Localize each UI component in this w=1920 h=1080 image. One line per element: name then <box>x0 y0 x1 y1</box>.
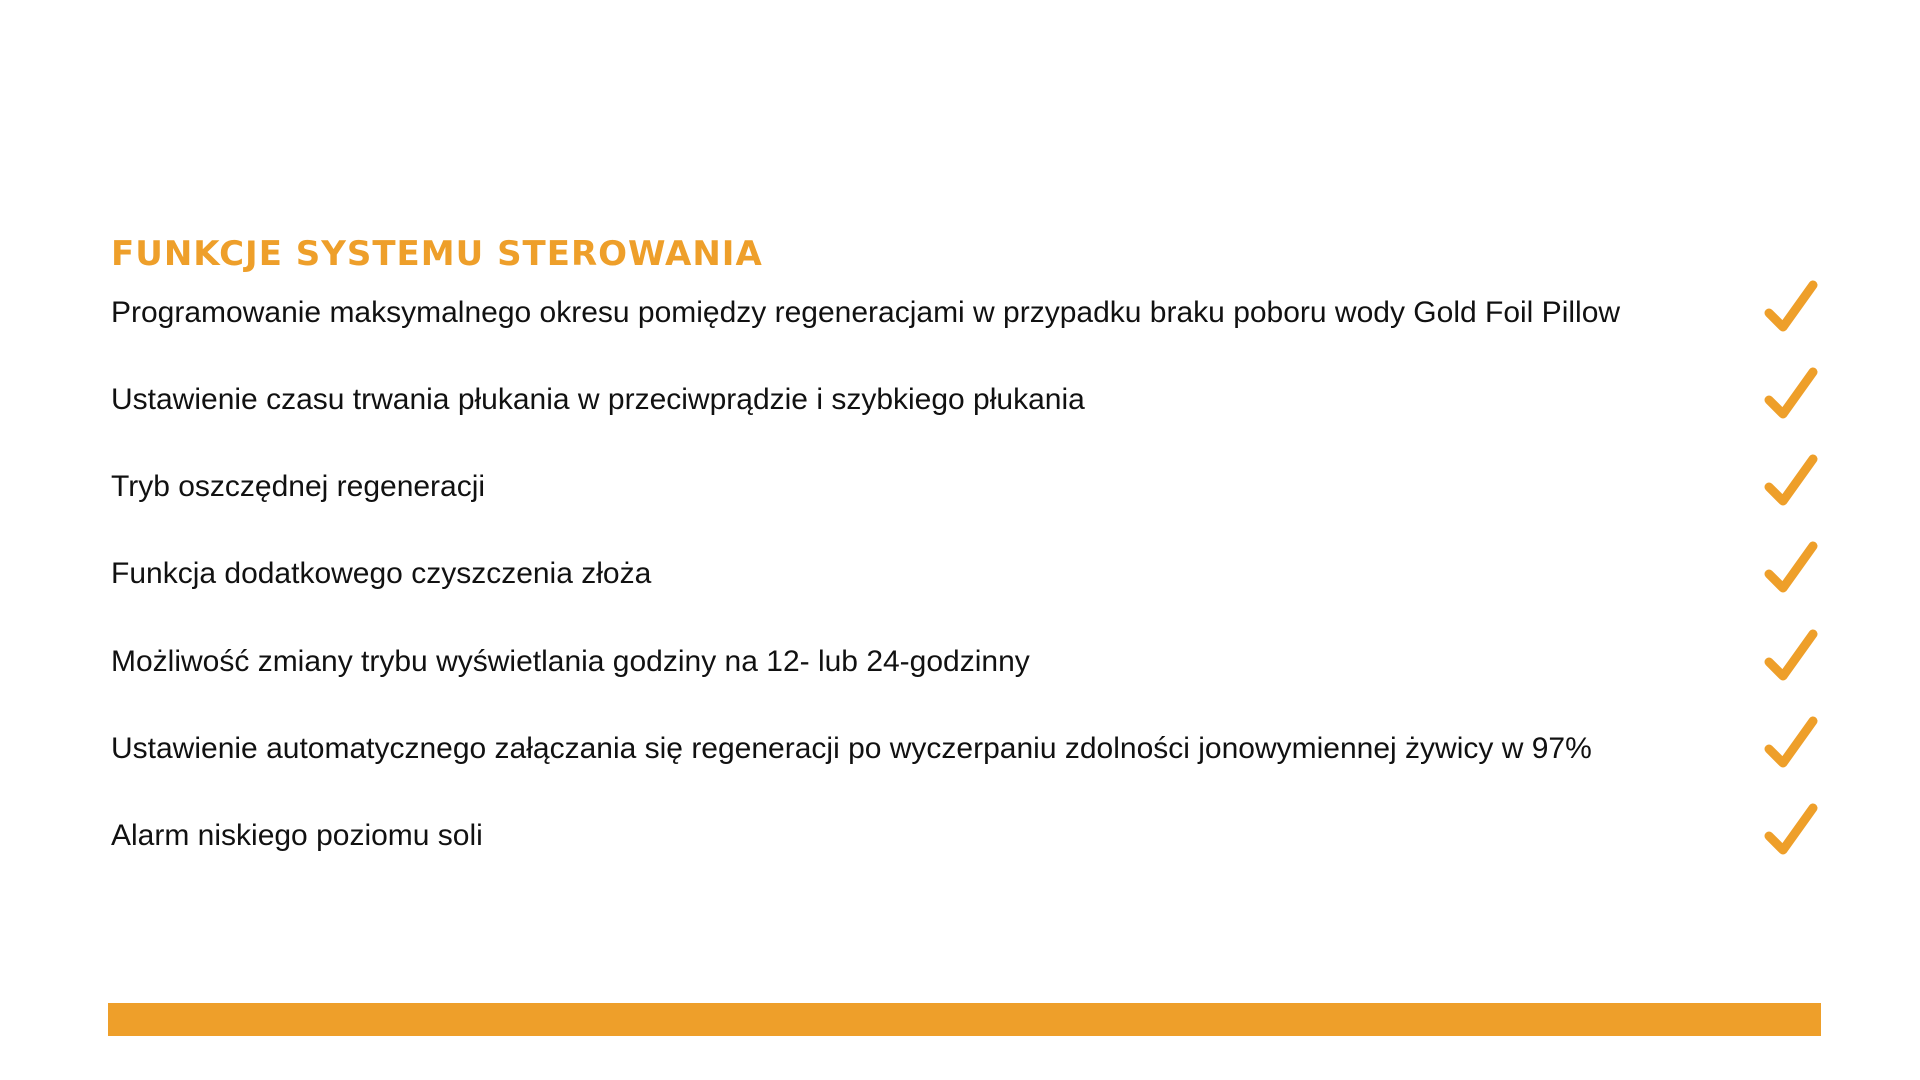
check-icon <box>1761 364 1821 428</box>
list-item <box>111 457 1821 517</box>
feature-label: Ustawienie automatycznego załączania się regeneracji po wyczerpaniu zdolności jonowymiennej żywicy w 97% <box>111 732 1592 765</box>
check-icon <box>1761 277 1821 341</box>
feature-label: Funkcja dodatkowego czyszczenia złoża <box>111 557 652 590</box>
feature-label: Ustawienie czasu trwania płukania w przeciwprądzie i szybkiego płukania <box>111 383 1085 416</box>
list-item <box>111 806 1821 866</box>
list-item <box>111 544 1821 604</box>
check-icon <box>1761 800 1821 864</box>
list-item <box>111 719 1821 779</box>
feature-label: Programowanie maksymalnego okresu pomiędzy regeneracjami w przypadku braku poboru wody Gold Foil Pillow <box>111 296 1621 329</box>
check-icon <box>1761 538 1821 602</box>
feature-label: Możliwość zmiany trybu wyświetlania godziny na 12- lub 24-godzinny <box>111 645 1030 678</box>
feature-label: Tryb oszczędnej regeneracji <box>111 470 486 503</box>
check-icon <box>1761 626 1821 690</box>
list-item <box>111 370 1821 430</box>
check-icon <box>1761 713 1821 777</box>
list-item <box>111 632 1821 692</box>
page-title: FUNKCJE SYSTEMU STEROWANIA <box>111 234 763 274</box>
feature-label: Alarm niskiego poziomu soli <box>111 819 483 852</box>
check-icon <box>1761 451 1821 515</box>
accent-divider <box>108 1003 1821 1036</box>
list-item <box>111 283 1821 343</box>
